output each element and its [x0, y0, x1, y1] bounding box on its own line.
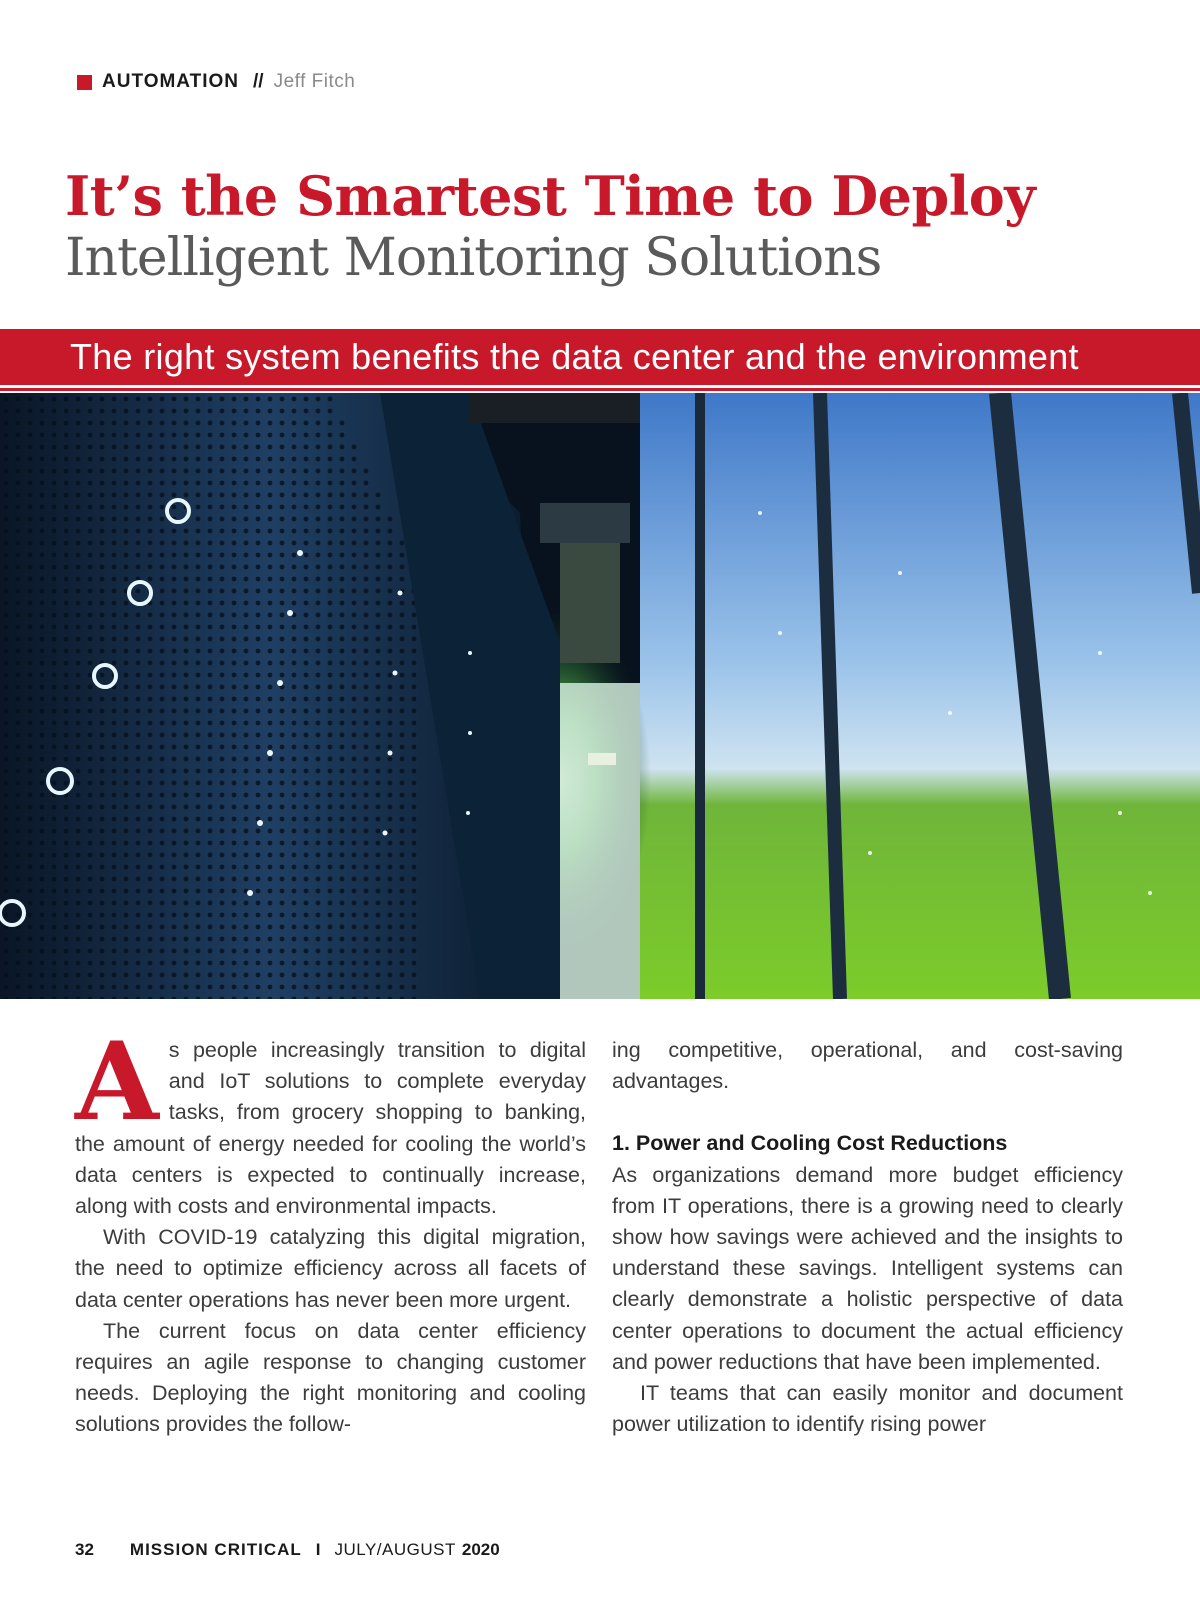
- paragraph-3-continued: ing competitive, operational, and cost-saving advantages.: [612, 1038, 1123, 1094]
- footer-separator: I: [315, 1540, 321, 1559]
- paragraph-2: With COVID-19 catalyzing this digital migration, the need to optimize efficiency across all facets of data center operations has never been more urgent.: [75, 1225, 586, 1312]
- banner-rule: [0, 388, 1200, 391]
- paragraph-4: As organizations demand more budget efficiency from IT operations, there is a growing need to clearly show how savings were achieved and the insights to understand these savings. Intelligent systems can clearly demonstrate a holistic perspective of data center operations to document the actual efficiency and power reductions that have been implemented.: [612, 1162, 1123, 1374]
- section-kicker: [77, 70, 355, 94]
- section-marker-square: [77, 75, 92, 90]
- subhead-power-cooling: 1. Power and Cooling Cost Reductions: [612, 1131, 1008, 1156]
- page-footer: [75, 1538, 500, 1562]
- article-column-2: [612, 1035, 1123, 1440]
- headline-line-2: Intelligent Monitoring Solutions: [65, 228, 882, 288]
- issue-month: JULY/AUGUST: [334, 1540, 456, 1559]
- article-column-1: [75, 1019, 586, 1441]
- paragraph-1-text: s people increasingly transition to digital and IoT solutions to complete everyday tasks, from grocery shopping to banking, the amount of energy needed for cooling the world’s data centers is expected to continually increase, along with costs and environmental impacts.: [75, 1038, 586, 1219]
- section-label: AUTOMATION: [102, 71, 240, 92]
- paragraph-1: [75, 1019, 586, 1222]
- subtitle-text: The right system benefits the data center and the environment: [70, 336, 1079, 377]
- paragraph-5: IT teams that can easily monitor and document power utilization to identify rising power: [612, 1381, 1123, 1437]
- data-center-server-racks-photo-icon: [0, 393, 1200, 999]
- headline-line-1: It’s the Smartest Time to Deploy: [65, 164, 1036, 228]
- magazine-name: MISSION CRITICAL: [129, 1540, 302, 1559]
- issue-year: 2020: [461, 1540, 500, 1559]
- kicker-separator: //: [253, 71, 264, 92]
- paragraph-3: The current focus on data center efficiency requires an agile response to changing customer needs. Deploying the right monitoring and cooling solutions provides the follow-: [75, 1318, 586, 1437]
- author-name: Jeff Fitch: [273, 71, 356, 92]
- page-number: 32: [75, 1540, 94, 1559]
- drop-cap: A: [75, 1019, 159, 1145]
- subtitle-banner: [0, 329, 1200, 385]
